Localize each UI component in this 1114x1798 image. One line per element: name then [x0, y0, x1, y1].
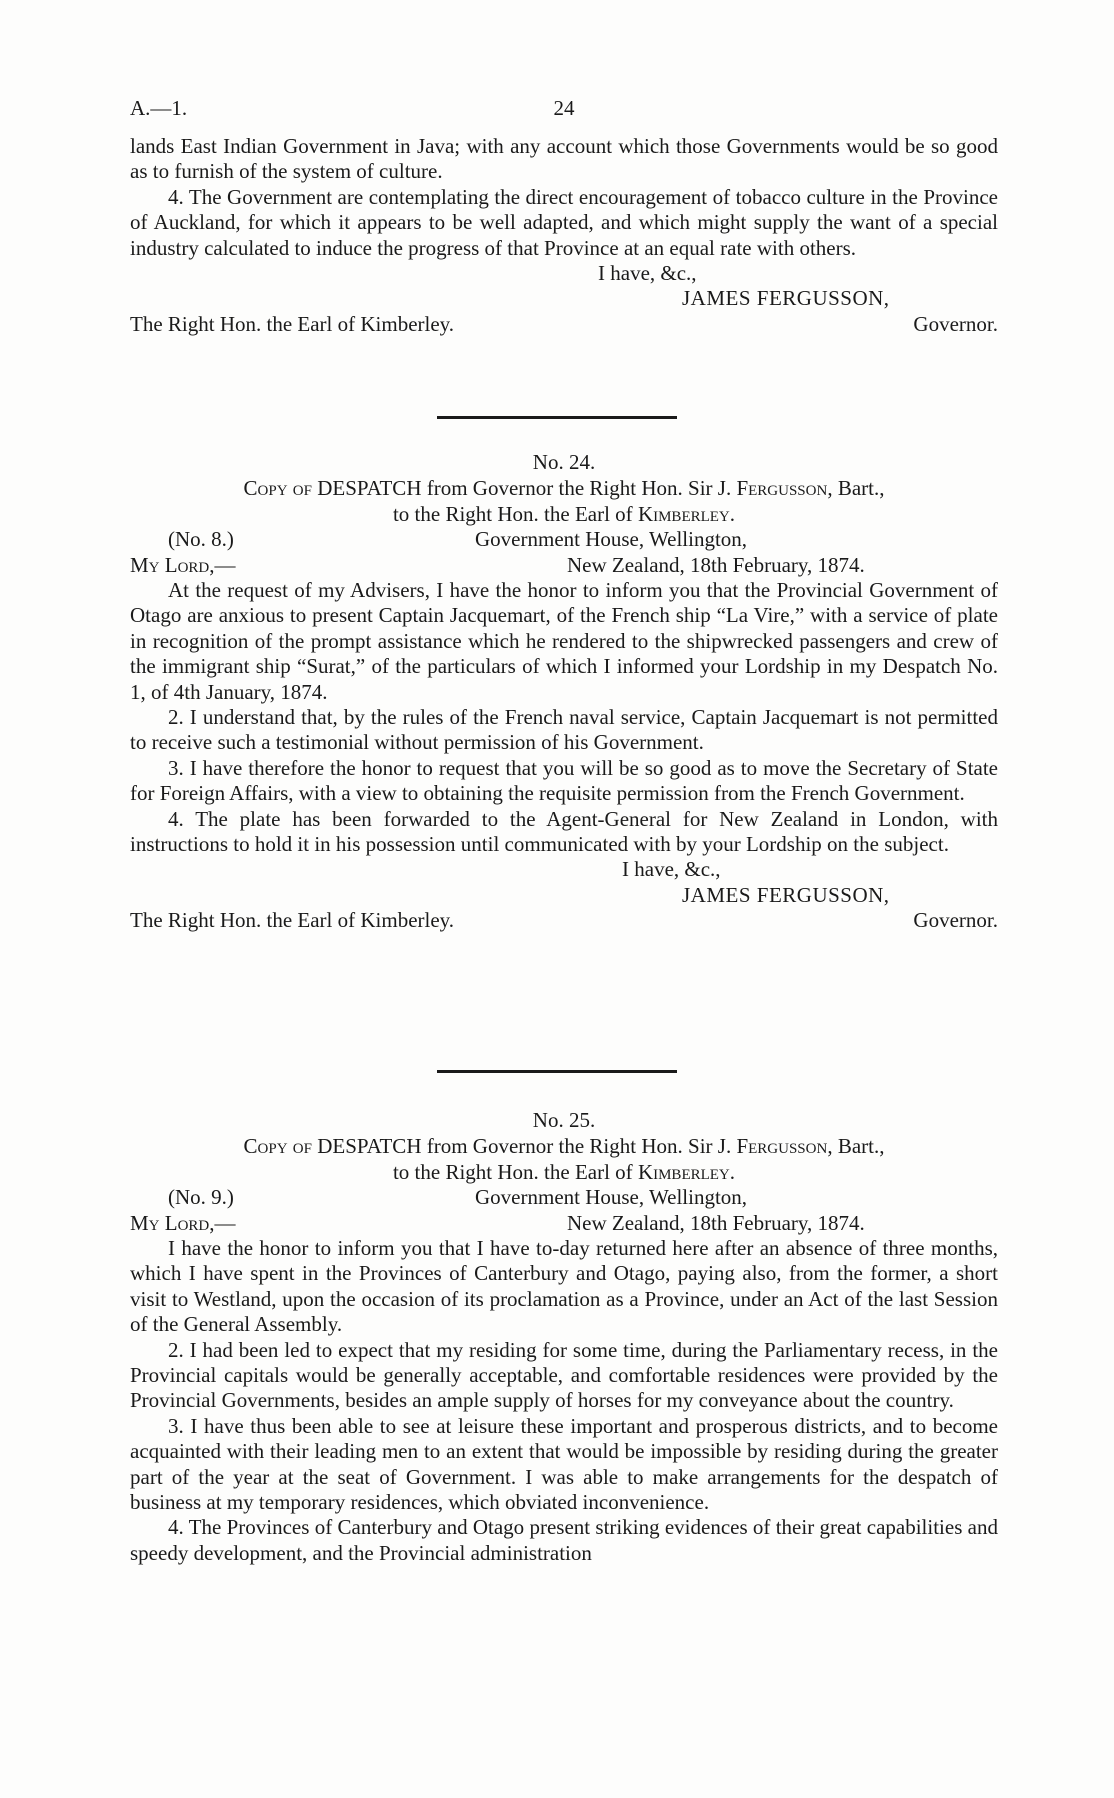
section-number: No. 25. — [532, 1108, 596, 1132]
despatch-place: Government House, Wellington, — [475, 1185, 748, 1210]
section-divider — [437, 416, 677, 419]
paragraph: I have the honor to inform you that I have to-day returned here after an absence of three months, which I have spent in the Provinces of Canterbury and Otago, paying also, from the former, a short visit to Westland, upon the occasion of its proclamation as a Province, under an Act of the last Session of the General Assembly. — [130, 1236, 998, 1337]
salutation-row — [130, 1211, 998, 1236]
despatch-25 — [130, 1108, 998, 1566]
section-divider — [437, 1070, 677, 1073]
salutation: My Lord,— — [130, 1210, 236, 1235]
page-number: 24 — [553, 96, 575, 120]
paragraph: lands East Indian Government in Java; with any account which those Governments would be so good as to furnish of the system of culture. — [130, 134, 998, 184]
paragraph: 4. The Government are contemplating the direct encouragement of tobacco culture in the Province of Auckland, for which it appears to be well adapted, and which might supply the want of a special industry calculated to induce the progress of that Province at an equal rate with others. — [130, 184, 998, 260]
despatch-meta-row — [130, 1185, 998, 1210]
addressee: The Right Hon. the Earl of Kimberley. — [130, 908, 455, 933]
despatch-meta-row — [130, 527, 998, 552]
despatch-date: New Zealand, 18th February, 1874. — [567, 552, 865, 577]
closing: I have, &c., — [598, 261, 697, 286]
addressee: The Right Hon. the Earl of Kimberley. — [130, 311, 455, 336]
salutation: My Lord,— — [130, 552, 236, 577]
section-heading: Copy of DESPATCH from Governor the Right Hon. Sir J. Fergusson, Bart., — [243, 1134, 885, 1159]
closing-row — [130, 857, 998, 882]
section-heading-line-2: to the Right Hon. the Earl of Kimberley. — [392, 1159, 736, 1184]
signature: JAMES FERGUSSON, — [682, 286, 890, 311]
signature-row — [130, 883, 998, 908]
despatch-number: (No. 9.) — [168, 1185, 234, 1210]
paragraph: 3. I have thus been able to see at leisure these important and prosperous districts, and to become acquainted with their leading men to an extent that would be impossible by residing during the greater part of the year at the seat of Government. I was able to make arrangements for the despatch of business at my temporary residences, which obviated inconvenience. — [130, 1413, 998, 1515]
opening-block — [130, 134, 998, 337]
paragraph: 2. I understand that, by the rules of the French naval service, Captain Jacquemart is not permitted to receive such a testimonial without permission of his Government. — [130, 705, 998, 755]
closing-row — [130, 261, 998, 286]
page-header — [130, 96, 998, 124]
section-number: No. 24. — [532, 450, 596, 474]
despatch-24 — [130, 450, 998, 934]
section-heading: Copy of DESPATCH from Governor the Right Hon. Sir J. Fergusson, Bart., — [243, 476, 885, 501]
governor-title: Governor. — [913, 311, 998, 336]
addressee-row — [130, 312, 998, 337]
despatch-number: (No. 8.) — [168, 527, 234, 552]
despatch-place: Government House, Wellington, — [475, 527, 748, 552]
closing: I have, &c., — [622, 857, 721, 882]
series-label: A.—1. — [130, 96, 188, 120]
addressee-row — [130, 908, 998, 933]
despatch-date: New Zealand, 18th February, 1874. — [567, 1210, 865, 1235]
salutation-row — [130, 553, 998, 578]
paragraph: 2. I had been led to expect that my residing for some time, during the Parliamentary recess, in the Provincial capitals would be generally acceptable, and comfortable residences were provided by the Provincial Governments, besides an ample supply of horses for my conveyance about the country. — [130, 1337, 998, 1413]
paragraph: At the request of my Advisers, I have the honor to inform you that the Provincial Government of Otago are anxious to present Captain Jacquemart, of the French ship “La Vire,” with a service of plate in recognition of the prompt assistance which he rendered to the shipwrecked passengers and crew of the immigrant ship “Surat,” of the particulars of which I informed your Lordship in my Despatch No. 1, of 4th January, 1874. — [130, 578, 998, 704]
paragraph: 4. The Provinces of Canterbury and Otago present striking evidences of their great capabilities and speedy development, and the Provincial administration — [130, 1515, 998, 1565]
governor-title: Governor. — [913, 908, 998, 933]
signature-row — [130, 286, 998, 311]
section-heading-line-2: to the Right Hon. the Earl of Kimberley. — [392, 501, 736, 526]
paragraph: 4. The plate has been forwarded to the Agent-General for New Zealand in London, with instructions to hold it in his possession until communicated with by your Lordship on the subject. — [130, 806, 998, 857]
paragraph: 3. I have therefore the honor to request that you will be so good as to move the Secretary of State for Foreign Affairs, with a view to obtaining the requisite permission from the French Government. — [130, 755, 998, 806]
signature: JAMES FERGUSSON, — [682, 882, 890, 907]
